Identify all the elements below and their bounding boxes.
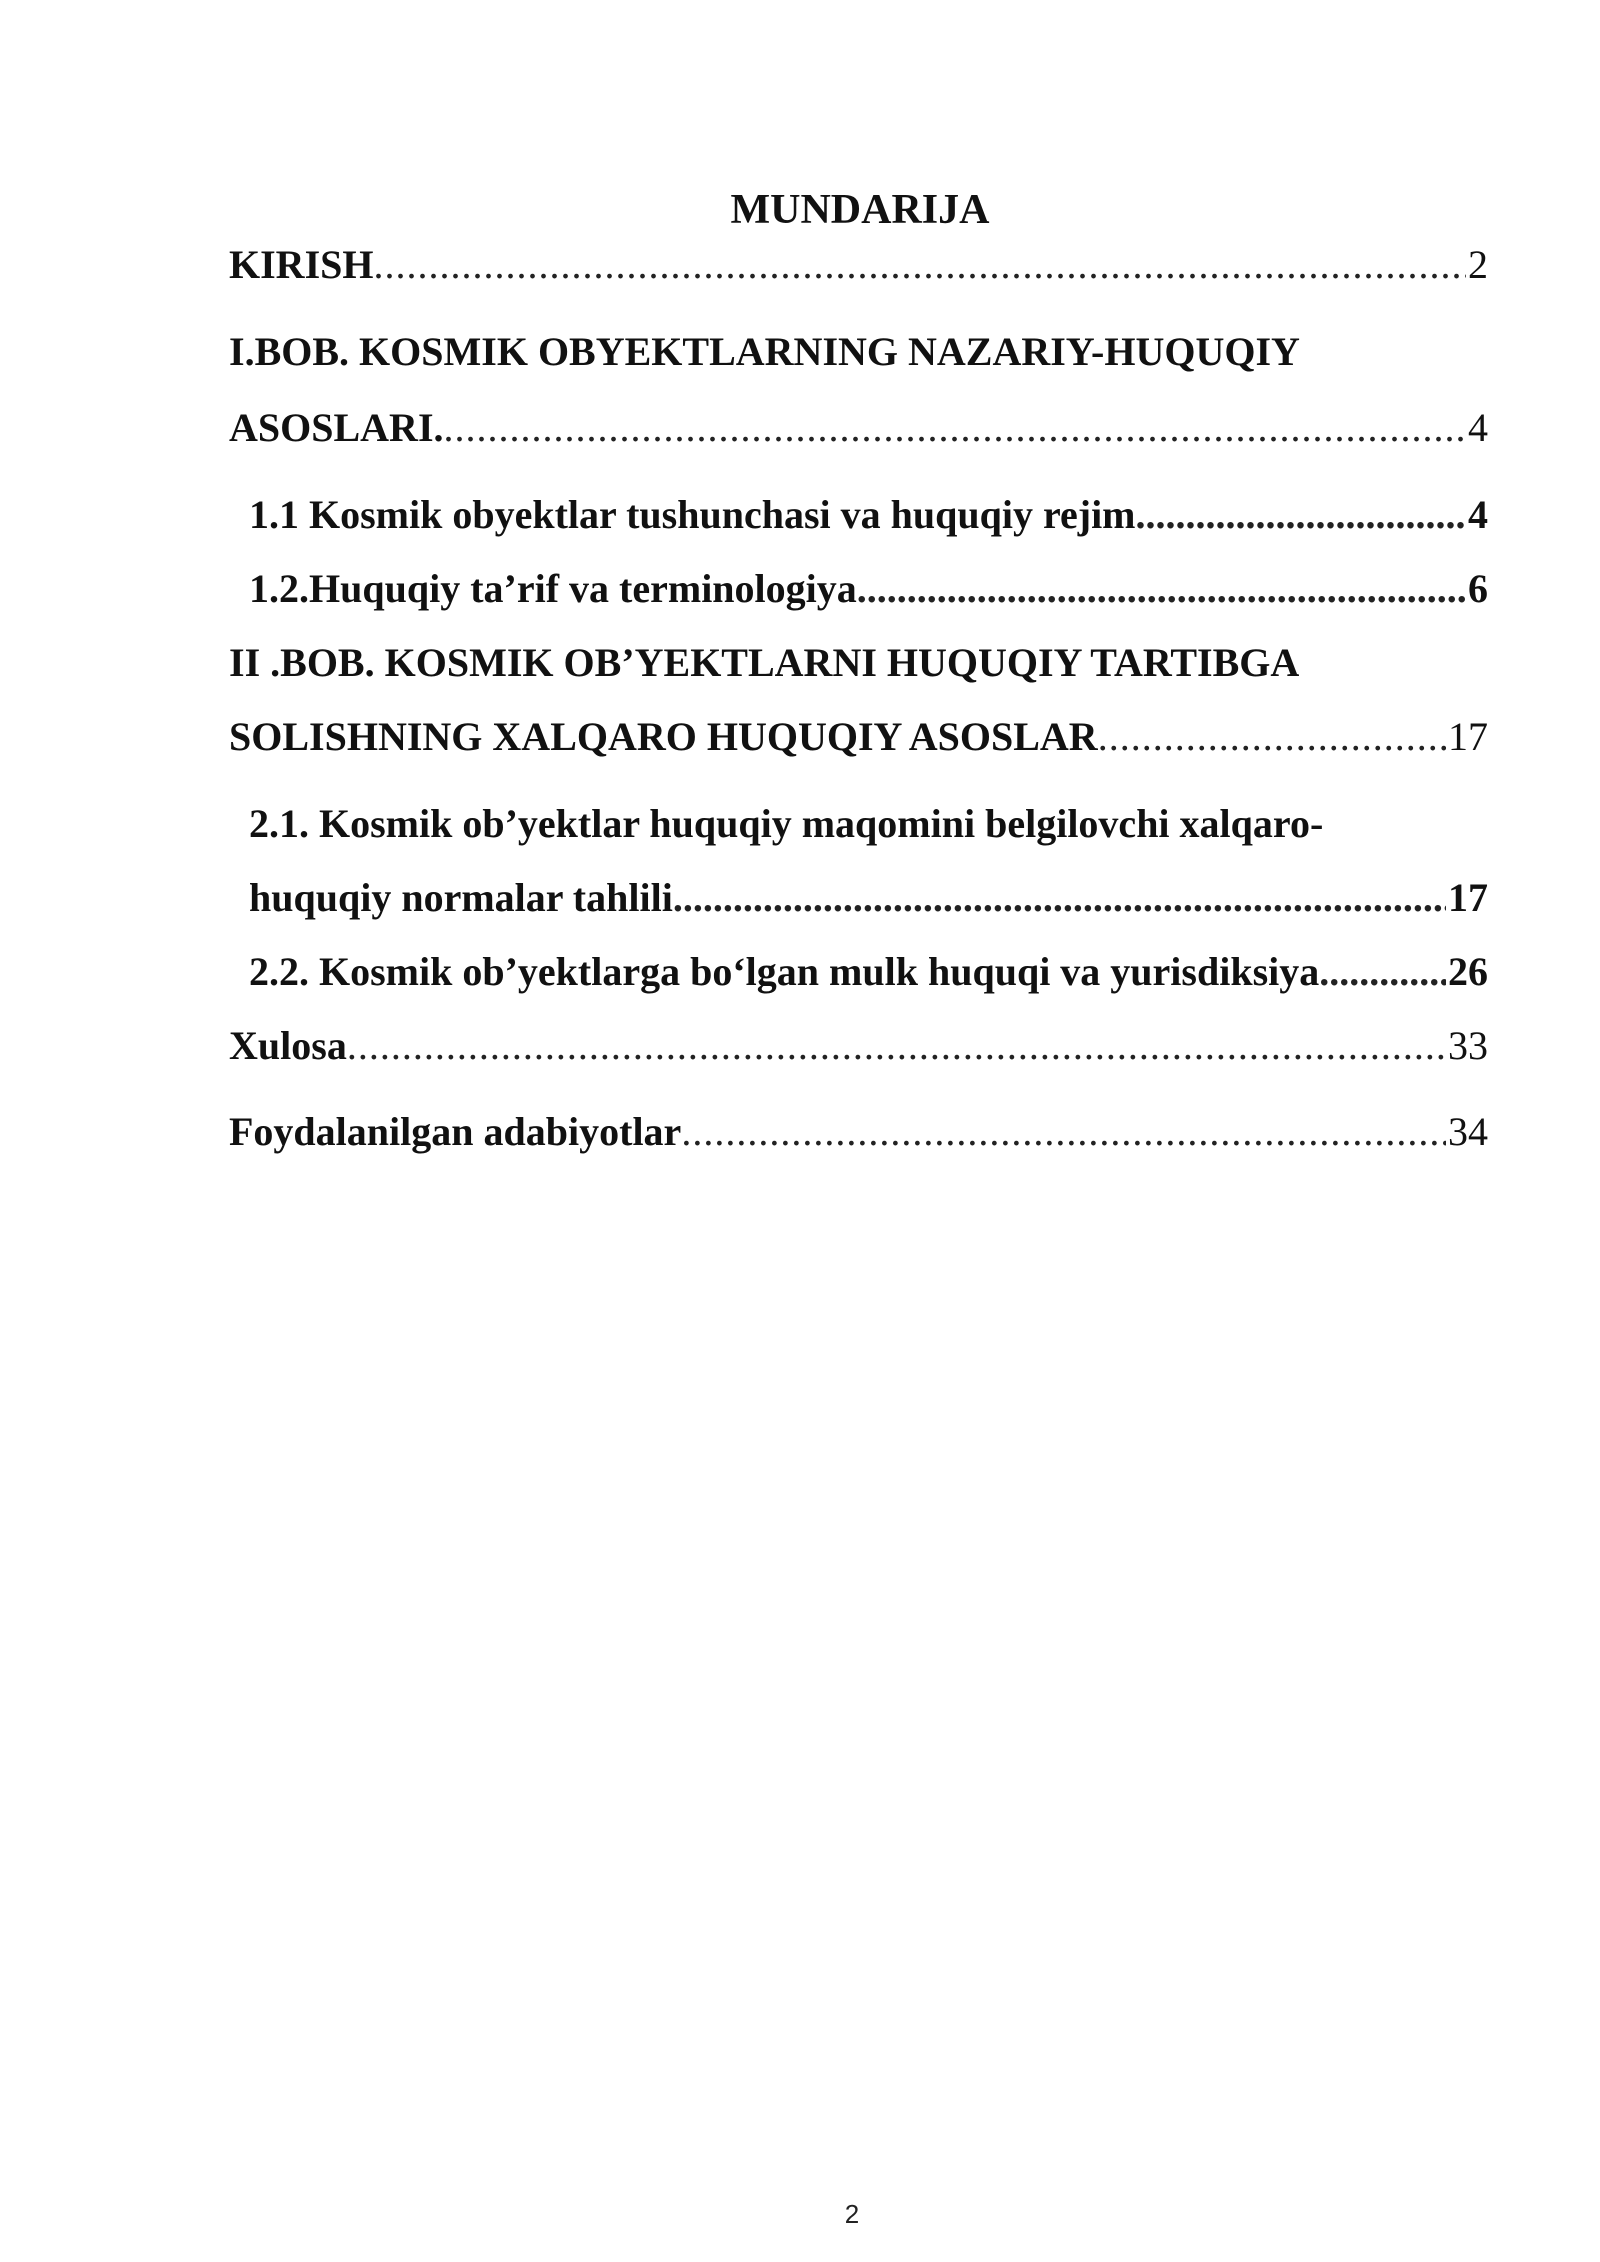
toc-entry-label: 1.2.Huquqiy ta’rif va terminologiya (249, 566, 857, 611)
toc-entry-2-1 (249, 872, 1488, 924)
dot-leader (347, 1020, 1446, 1072)
toc-entry-page: 4 (1468, 492, 1488, 537)
dot-leader (857, 563, 1466, 615)
toc-entry-label: ASOSLARI. (229, 405, 444, 450)
dot-leader (1319, 946, 1446, 998)
toc-entry-page: 33 (1448, 1023, 1488, 1068)
dot-leader (681, 1106, 1446, 1158)
toc-entry-page: 6 (1468, 566, 1488, 611)
toc-entry-bob2-line1: II .BOB. KOSMIK OB’YEKTLARNI HUQUQIY TARTIBGA (229, 640, 1300, 685)
page-number: 2 (844, 2199, 860, 2229)
dot-leader (444, 402, 1466, 454)
toc-entry-page: 17 (1448, 875, 1488, 920)
toc-entry-kirish (229, 239, 1488, 291)
toc-entry-label: 2.2. Kosmik ob’yektlarga bo‘lgan mulk huquqi va yurisdiksiya (249, 949, 1320, 994)
toc-entry-page: 34 (1448, 1109, 1488, 1154)
toc-entry-label: 1.1 Kosmik obyektlar tushunchasi va huquqiy rejim (249, 492, 1136, 537)
toc-entry-page: 26 (1448, 949, 1488, 994)
toc-entry-label: Foydalanilgan adabiyotlar (229, 1109, 682, 1154)
toc-entry-page: 2 (1468, 242, 1488, 287)
dot-leader (1136, 489, 1466, 541)
toc-entry-label: KIRISH (229, 242, 374, 287)
dot-leader (374, 239, 1467, 291)
toc-entry-label: SOLISHNING XALQARO HUQUQIY ASOSLAR (229, 714, 1098, 759)
dot-leader (1098, 711, 1446, 763)
toc-entry-adabiyotlar (229, 1106, 1488, 1158)
toc-entry-page: 4 (1468, 405, 1488, 450)
toc-entry-2-2 (249, 946, 1488, 998)
toc-entry-bob1 (229, 402, 1488, 454)
toc-entry-label: Xulosa (229, 1023, 347, 1068)
toc-entry-1-1 (249, 489, 1488, 541)
dot-leader (673, 872, 1446, 924)
toc-entry-1-2 (249, 563, 1488, 615)
toc-entry-bob2 (229, 711, 1488, 763)
toc-entry-label: huquqiy normalar tahlili (249, 875, 673, 920)
toc-entry-2-1-line1: 2.1. Kosmik ob’yektlar huquqiy maqomini belgilovchi xalqaro- (249, 801, 1324, 846)
toc-entry-bob1-line1: I.BOB. KOSMIK OBYEKTLARNING NAZARIY-HUQUQIY (229, 329, 1300, 374)
toc-entry-xulosa (229, 1020, 1488, 1072)
toc-entry-page: 17 (1448, 714, 1488, 759)
page-title: MUNDARIJA (730, 187, 990, 233)
